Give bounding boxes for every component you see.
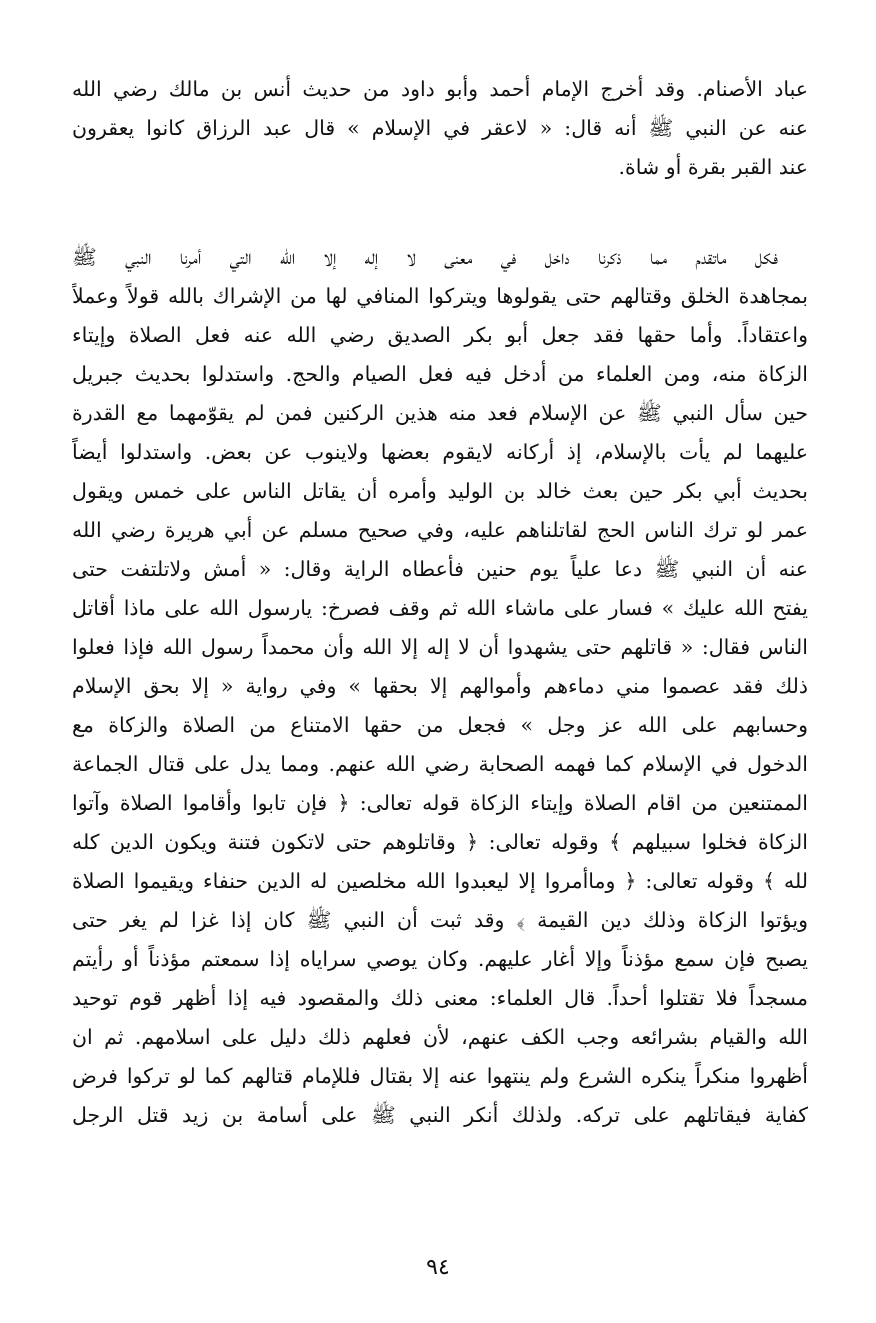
page-number: ٩٤ (426, 1255, 450, 1280)
text-line: مسجداً فلا تقتلوا أحداً. قال العلماء: معنى ذلك والمقصود فيه إذا أظهر قوم توحيد (72, 986, 808, 1010)
text-line: لله ﴾ وقوله تعالى: ﴿ وماأمروا إلا ليعبدوا الله مخلصين له الدين حنفاء ويقيموا الصلاة (72, 869, 808, 893)
text-line: أظهروا منكراً ينكره الشرع ولم ينتهوا عنه إلا بقتال فللإمام قتالهم كما لو تركوا فرض (72, 1064, 808, 1088)
text-line: يصبح فإن سمع مؤذناً وإلا أغار عليهم. وكان يوصي سراياه إذا سمعتم مؤذناً أو رأيتم (72, 947, 808, 971)
paragraph-2 (72, 238, 808, 1135)
text-line: ذلك فقد عصموا مني دماءهم وأموالهم إلا بحقها » وفي رواية « إلا بحق الإسلام (72, 674, 808, 698)
text-line: بمجاهدة الخلق وقتالهم حتى يقولوها ويتركوا المنافي لها من الإشراك بالله قولاً وعملاً (72, 284, 808, 308)
text-line: الناس فقال: « قاتلهم حتى يشهدوا أن لا إله إلا الله وأن محمداً رسول الله فإذا فعلوا (72, 635, 808, 659)
text-line: الممتنعين من اقام الصلاة وإيتاء الزكاة قوله تعالى: ﴿ فإن تابوا وأقاموا الصلاة وآتوا (72, 791, 808, 815)
text-line: عند القبر بقرة أو شاة. (618, 155, 808, 179)
text-line: الله والقيام بشرائعه وجب الكف عنهم، لأن فعلهم ذلك دليل على اسلامهم. ثم ان (72, 1025, 808, 1049)
paragraph-1 (72, 70, 808, 187)
text-line: عليهما لم يأت بالإسلام، إذ أركانه لايقوم بعضها ولاينوب عن بعض. واستدلوا أيضاً (72, 440, 808, 464)
text-line: واعتقاداً. وأما حقها فقد جعل أبو بكر الصديق رضي الله عنه فعل الصلاة وإيتاء (72, 323, 808, 347)
text-line: حين سأل النبي ﷺ عن الإسلام فعد منه هذين الركنين فمن لم يقوّمهما مع القدرة (72, 401, 808, 425)
text-line: عمر لو ترك الناس الحج لقاتلناهم عليه، وفي صحيح مسلم عن أبي هريرة رضي الله (72, 518, 808, 542)
text-line: الزكاة منه، ومن العلماء من أدخل فيه فعل الصيام والحج. واستدلوا بحديث جبريل (72, 362, 808, 386)
text-line: بحديث أبي بكر حين بعث خالد بن الوليد وأمره أن يقاتل الناس على خمس ويقول (72, 479, 808, 503)
text-line: يفتح الله عليك » فسار على ماشاء الله ثم وقف فصرخ: يارسول الله على ماذا أقاتل (72, 596, 808, 620)
text-line: وحسابهم على الله عز وجل » فجعل من حقها الامتناع من الصلاة والزكاة مع (72, 713, 808, 737)
text-line: الزكاة فخلوا سبيلهم ﴾ وقوله تعالى: ﴿ وقاتلوهم حتى لاتكون فتنة ويكون الدين كله (72, 830, 808, 854)
text-line: عباد الأصنام. وقد أخرج الإمام أحمد وأبو داود من حديث أنس بن مالك رضي الله (72, 77, 808, 101)
text-line: الدخول في الإسلام كما فهمه الصحابة رضي الله عنهم. ومما يدل على قتال الجماعة (72, 752, 808, 776)
text-line: فكل ماتقدم مما ذكرنا داخل في معنى لا إله إلا الله التي أمرنا النبي ﷺ (72, 245, 778, 269)
text-line: ويؤتوا الزكاة وذلك دين القيمة ﴾ وقد ثبت أن النبي ﷺ كان إذا غزا لم يغر حتى (72, 908, 808, 932)
text-line: عنه أن النبي ﷺ دعا علياً يوم حنين فأعطاه الراية وقال: « أمش ولاتلتفت حتى (72, 557, 808, 581)
text-line: كفاية فيقاتلهم على تركه. ولذلك أنكر النبي ﷺ على أسامة بن زيد قتل الرجل (72, 1103, 808, 1127)
text-line: عنه عن النبي ﷺ أنه قال: « لاعقر في الإسلام » قال عبد الرزاق كانوا يعقرون (72, 116, 808, 140)
